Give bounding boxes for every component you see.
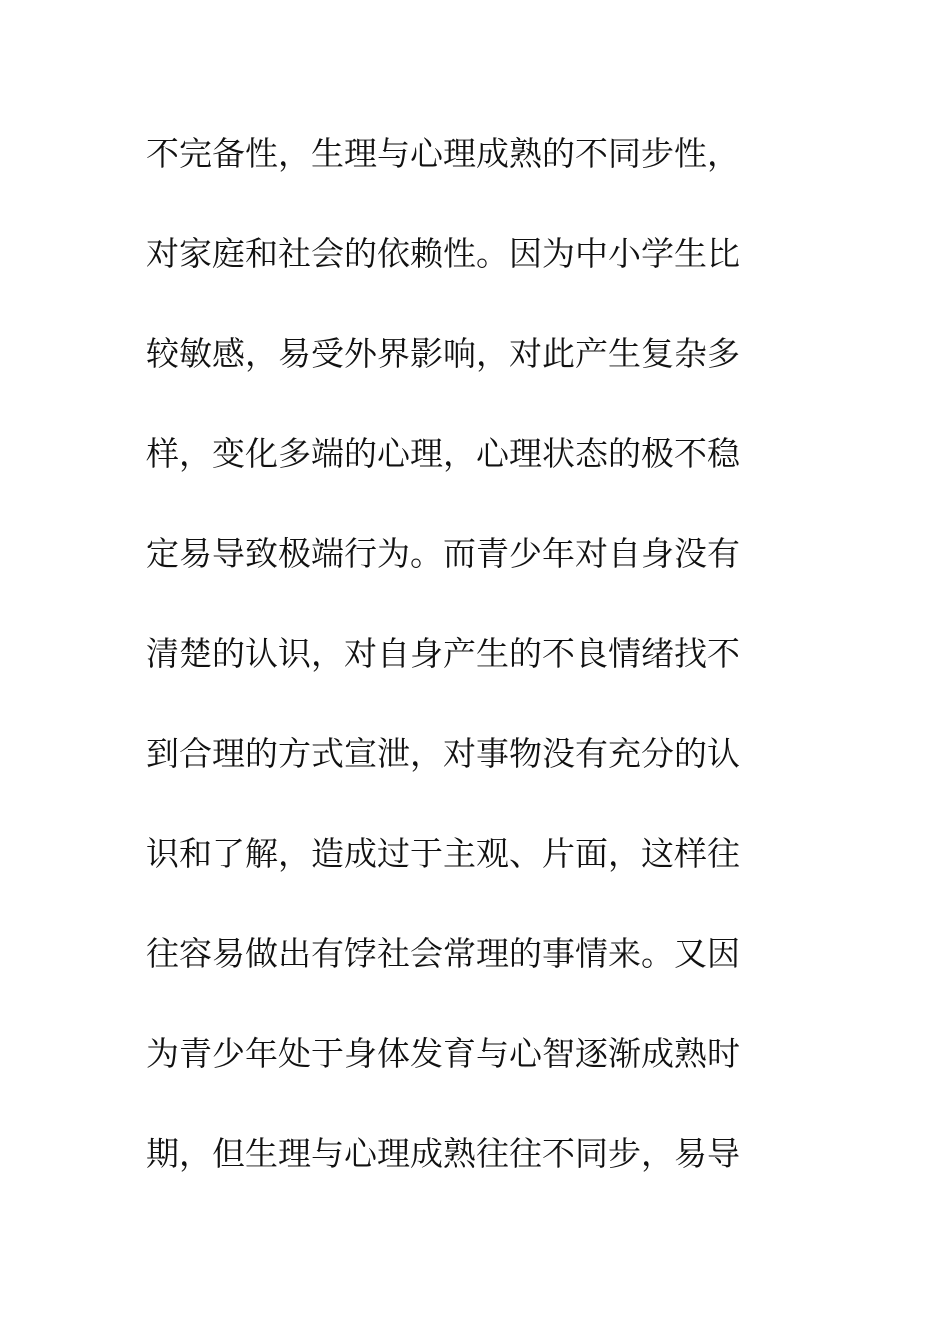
text-line: 不完备性，生理与心理成熟的不同步性， <box>146 134 740 173</box>
text-line: 为青少年处于身体发育与心智逐渐成熟时 <box>146 1034 740 1073</box>
text-line: 较敏感，易受外界影响，对此产生复杂多 <box>146 334 740 373</box>
body-text <box>146 126 786 1226</box>
text-line: 到合理的方式宣泄，对事物没有充分的认 <box>146 734 740 773</box>
text-line: 往容易做出有饽社会常理的事情来。又因 <box>146 934 740 973</box>
text-line: 期，但生理与心理成熟往往不同步，易导 <box>146 1134 740 1173</box>
text-line: 识和了解，造成过于主观、片面，这样往 <box>146 834 740 873</box>
text-line: 定易导致极端行为。而青少年对自身没有 <box>146 534 740 573</box>
text-line: 清楚的认识，对自身产生的不良情绪找不 <box>146 634 740 673</box>
text-line: 对家庭和社会的依赖性。因为中小学生比 <box>146 234 740 273</box>
text-line: 样，变化多端的心理，心理状态的极不稳 <box>146 434 740 473</box>
